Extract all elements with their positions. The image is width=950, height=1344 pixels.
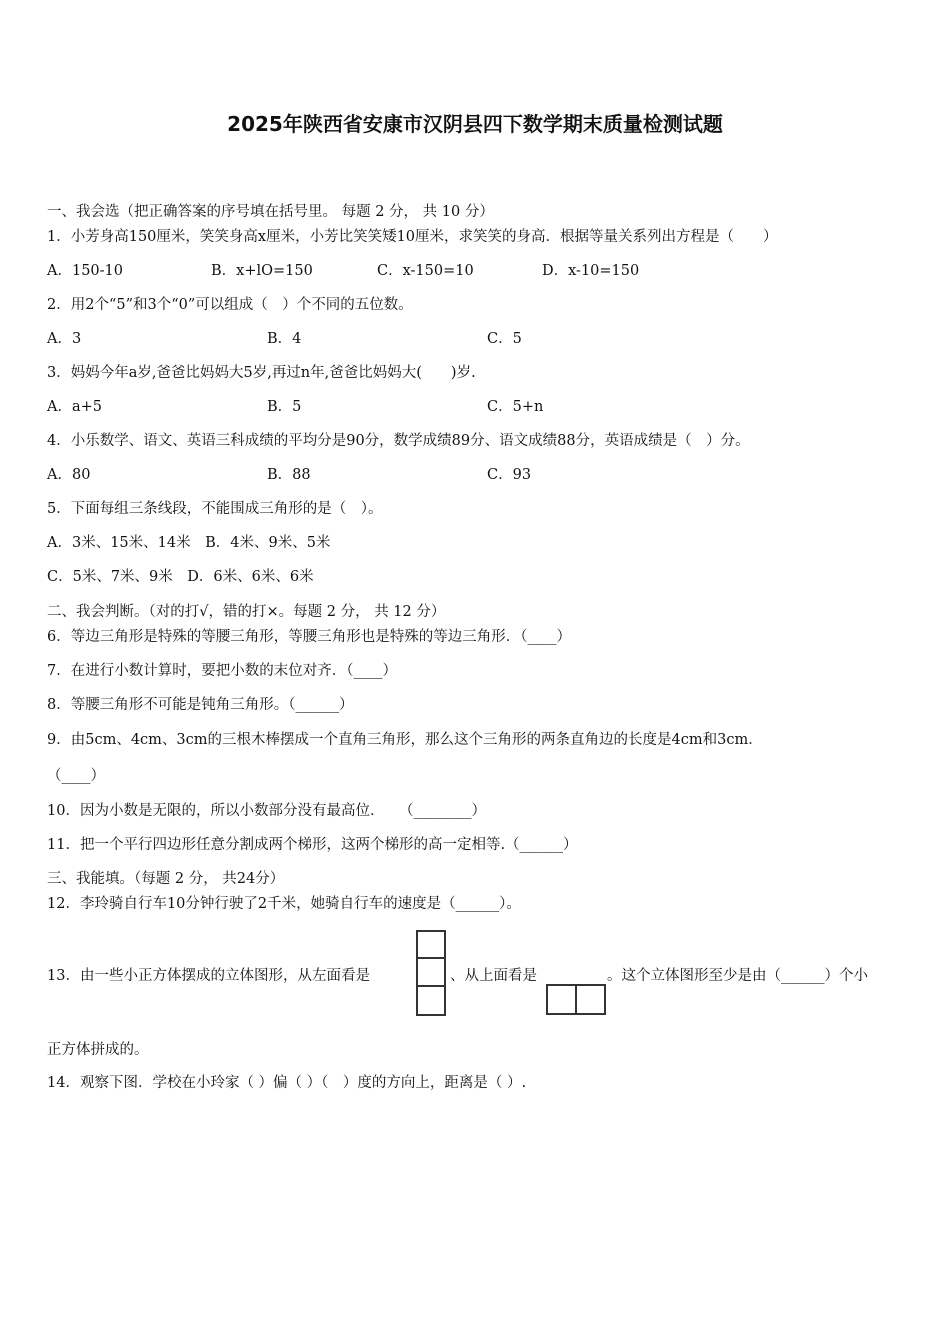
question-10: 10．因为小数是无限的，所以小数部分没有最高位． （________）	[47, 803, 486, 819]
question-13-part-b: 、从上面看是	[450, 968, 537, 984]
section-3-heading: 三、我能填。（每题 2 分， 共24分）	[47, 871, 285, 887]
question-14: 14．观察下图．学校在小玲家（ ）偏（ ）（ ）度的方向上，距离是（ ）.	[47, 1075, 527, 1091]
question-13-part-a: 13．由一些小正方体摆成的立体图形，从左面看是	[47, 968, 370, 984]
q3-option-c: C．5+n	[487, 399, 544, 415]
question-3: 3．妈妈今年a岁,爸爸比妈妈大5岁,再过n年,爸爸比妈妈大( )岁.	[47, 365, 476, 381]
q2-option-b: B．4	[267, 331, 302, 347]
question-5: 5．下面每组三条线段，不能围成三角形的是（ ）。	[47, 501, 383, 517]
question-11: 11．把一个平行四边形任意分割成两个梯形，这两个梯形的高一定相等.（______）	[47, 837, 578, 853]
q1-option-c: C．x-150=10	[377, 263, 474, 279]
page-title: 2025年陕西省安康市汉阴县四下数学期末质量检测试题	[227, 112, 723, 136]
q1-option-d: D．x-10=150	[542, 263, 640, 279]
q2-option-a: A．3	[47, 331, 82, 347]
section-1-heading: 一、我会选（把正确答案的序号填在括号里。 每题 2 分， 共 10 分）	[47, 204, 494, 220]
question-9-blank: （____）	[47, 768, 105, 784]
q5-options-cd: C．5米、7米、9米 D．6米、6米、6米	[47, 569, 314, 585]
q5-options-ab: A．3米、15米、14米 B．4米、9米、5米	[47, 535, 331, 551]
question-2: 2．用2个“5”和3个“0”可以组成（ ）个不同的五位数。	[47, 297, 413, 313]
question-4: 4．小乐数学、语文、英语三科成绩的平均分是90分，数学成绩89分、语文成绩88分，英语成绩是（ ）分。	[47, 433, 750, 449]
question-12: 12．李玲骑自行车10分钟行驶了2千米，她骑自行车的速度是（______）。	[47, 896, 521, 912]
question-7: 7．在进行小数计算时，要把小数的末位对齐．（____）	[47, 663, 397, 679]
question-1: 1．小芳身高150厘米，笑笑身高x厘米，小芳比笑笑矮10厘米，求笑笑的身高．根据等量关系列出方程是（ ）	[47, 229, 778, 245]
q1-option-b: B．x+lO=150	[211, 263, 313, 279]
q2-option-c: C．5	[487, 331, 522, 347]
question-9: 9．由5cm、4cm、3cm的三根木棒摆成一个直角三角形，那么这个三角形的两条直角边的长度是4cm和3cm．	[47, 732, 763, 748]
q4-option-b: B．88	[267, 467, 311, 483]
q3-option-b: B．5	[267, 399, 302, 415]
question-8: 8．等腰三角形不可能是钝角三角形。（______）	[47, 697, 354, 713]
question-13-part-d: 正方体拼成的。	[47, 1042, 149, 1058]
question-13-part-c: 。这个立体图形至少是由（______）个小	[607, 968, 868, 984]
q1-option-a: A．150-10	[47, 263, 123, 279]
q4-option-c: C．93	[487, 467, 532, 483]
q3-option-a: A．a+5	[47, 399, 102, 415]
question-6: 6．等边三角形是特殊的等腰三角形，等腰三角形也是特殊的等边三角形．（____）	[47, 629, 571, 645]
section-2-heading: 二、我会判断。（对的打√，错的打×。每题 2 分， 共 12 分）	[47, 604, 446, 620]
q4-option-a: A．80	[47, 467, 91, 483]
